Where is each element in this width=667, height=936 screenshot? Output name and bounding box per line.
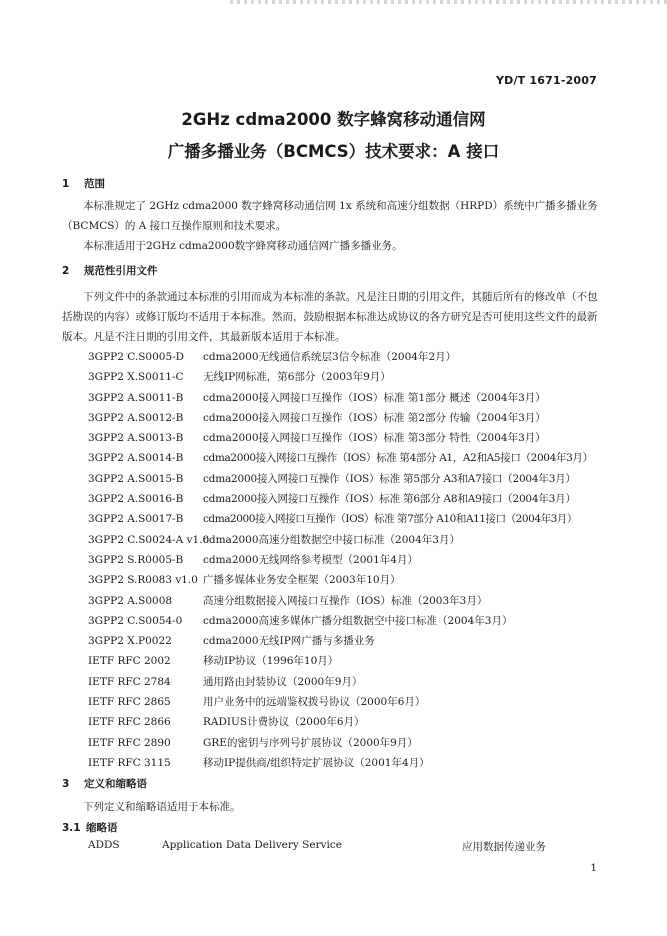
- reference-id: 3GPP2 X.P0022: [88, 635, 172, 648]
- scan-edge-artifact: [230, 0, 667, 4]
- document-title-line2: 广播多播业务（BCMCS）技术要求：A 接口: [167, 142, 500, 161]
- reference-id: 3GPP2 A.S0013-B: [88, 432, 184, 445]
- reference-id: IETF RFC 2865: [88, 696, 171, 709]
- reference-id: 3GPP2 A.S0016-B: [88, 493, 184, 506]
- reference-item: [88, 733, 608, 753]
- reference-item: [88, 753, 608, 773]
- reference-item: [88, 692, 608, 712]
- document-title-line1: 2GHz cdma2000 数字蜂窝移动通信网: [181, 110, 486, 129]
- reference-item: [88, 712, 608, 732]
- section-title: 范围: [84, 178, 105, 190]
- reference-id: 3GPP2 C.S0024-A v1.0: [88, 533, 210, 546]
- reference-item: [88, 428, 608, 448]
- reference-title: cdma2000无线通信系统层3信令标准（2004年2月）: [203, 351, 457, 363]
- reference-title: GRE的密钥与序列号扩展协议（2000年9月）: [203, 736, 418, 749]
- reference-id: 3GPP2 S.R0005-B: [88, 553, 184, 566]
- section-3-intro: 下列定义和缩略语适用于本标准。: [83, 801, 241, 813]
- reference-id: 3GPP2 A.S0008: [88, 594, 173, 607]
- reference-item: [88, 347, 608, 367]
- reference-item: [88, 550, 608, 570]
- abbreviation-chinese: 应用数据传递业务: [462, 841, 546, 853]
- reference-id: IETF RFC 2866: [88, 716, 171, 729]
- reference-title: cdma2000接入网接口互操作（IOS）标准 第1部分 概述（2004年3月）: [203, 391, 546, 404]
- reference-title: 高速分组数据接入网接口互操作（IOS）标准（2003年3月）: [203, 594, 488, 607]
- reference-title: cdma2000接入网接口互操作（IOS）标准 第4部分 A1，A2和A5接口（2004年3月）: [203, 452, 593, 465]
- reference-title: 无线IP网标准，第6部分（2003年9月）: [203, 371, 391, 384]
- section-number: 1: [62, 178, 70, 190]
- section-number: 3: [62, 778, 70, 790]
- reference-title: cdma2000接入网接口互操作（IOS）标准 第2部分 传输（2004年3月）: [203, 411, 546, 424]
- section-1-paragraph-2: 本标准适用于2GHz cdma2000数字蜂窝移动通信网广播多播业务。: [83, 240, 403, 252]
- reference-id: 3GPP2 A.S0015-B: [88, 472, 184, 485]
- reference-item: [88, 388, 608, 408]
- section-1-paragraph-1: 本标准规定了 2GHz cdma2000 数字蜂窝移动通信网 1x 系统和高速分组数据（HRPD）系统中广播多播业务（BCMCS）的 A 接口互操作原则和技术要求。: [62, 200, 598, 232]
- reference-item: [88, 611, 608, 631]
- reference-item: [88, 651, 608, 671]
- section-number: 3.1: [62, 822, 81, 834]
- reference-id: 3GPP2 C.S0005-D: [88, 351, 185, 363]
- reference-title: 通用路由封装协议（2000年9月）: [203, 675, 363, 688]
- reference-title: cdma2000接入网接口互操作（IOS）标准 第5部分 A3和A7接口（2004年3月）: [203, 472, 576, 485]
- reference-id: 3GPP2 A.S0011-B: [88, 391, 184, 404]
- reference-item: [88, 448, 608, 468]
- reference-id: 3GPP2 A.S0017-B: [88, 513, 184, 526]
- reference-item: [88, 509, 608, 529]
- reference-id: IETF RFC 2890: [88, 736, 171, 749]
- reference-item: [88, 367, 608, 387]
- section-2-intro: 下列文件中的条款通过本标准的引用而成为本标准的条款。凡是注日期的引用文件，其随后所有的修改单（不包括勘误的内容）或修订版均不适用于本标准。然而，鼓励根据本标准达成协议的各方研究是否可使用这些文件的最新版本。凡是不注日期的引用文件，其最新版本适用于本标准。: [62, 291, 598, 343]
- reference-item: [88, 469, 608, 489]
- reference-title: cdma2000无线IP网广播与多播业务: [203, 635, 375, 648]
- reference-title: 广播多媒体业务安全框架（2003年10月）: [203, 574, 401, 587]
- section-title: 缩略语: [86, 822, 118, 834]
- reference-item: [88, 672, 608, 692]
- reference-item: [88, 631, 608, 651]
- reference-id: 3GPP2 S.R0083 v1.0: [88, 574, 198, 587]
- reference-item: [88, 408, 608, 428]
- reference-list: [88, 347, 608, 773]
- reference-id: IETF RFC 2784: [88, 675, 171, 688]
- section-title: 定义和缩略语: [84, 778, 147, 790]
- section-title: 规范性引用文件: [84, 265, 158, 277]
- reference-item: [88, 591, 608, 611]
- reference-title: cdma2000接入网接口互操作（IOS）标准 第3部分 特性（2004年3月）: [203, 432, 546, 445]
- reference-title: cdma2000高速分组数据空中接口标准（2004年3月）: [203, 533, 460, 546]
- section-number: 2: [62, 265, 70, 277]
- reference-id: IETF RFC 3115: [88, 756, 171, 769]
- reference-id: 3GPP2 A.S0014-B: [88, 452, 184, 465]
- reference-id: 3GPP2 A.S0012-B: [88, 411, 184, 424]
- reference-item: [88, 530, 608, 550]
- reference-id: 3GPP2 C.S0054-0: [88, 614, 183, 627]
- reference-title: cdma2000无线网络参考模型（2001年4月）: [203, 553, 418, 566]
- reference-title: RADIUS计费协议（2000年6月）: [203, 716, 365, 729]
- section-3-1-heading: [62, 820, 118, 835]
- abbreviation: ADDS: [88, 839, 120, 851]
- standard-number: YD/T 1671-2007: [495, 74, 597, 87]
- reference-item: [88, 570, 608, 590]
- section-2-heading: [62, 263, 158, 278]
- section-1-heading: [62, 176, 105, 191]
- reference-id: IETF RFC 2002: [88, 655, 171, 668]
- reference-title: 移动IP协议（1996年10月）: [203, 655, 339, 668]
- abbreviation-english: Application Data Delivery Service: [162, 839, 342, 851]
- reference-id: 3GPP2 X.S0011-C: [88, 371, 184, 384]
- section-3-heading: [62, 776, 147, 791]
- reference-title: cdma2000高速多媒体广播分组数据空中接口标准（2004年3月）: [203, 614, 513, 627]
- reference-item: [88, 489, 608, 509]
- reference-title: cdma2000接入网接口互操作（IOS）标准 第6部分 A8和A9接口（2004年3月）: [203, 493, 576, 506]
- reference-title: 用户业务中的远端鉴权拨号协议（2000年6月）: [203, 696, 426, 709]
- reference-title: cdma2000接入网接口互操作（IOS）标准 第7部分 A10和A11接口（2004年3月）: [203, 513, 577, 526]
- page-number: 1: [590, 862, 597, 874]
- reference-title: 移动IP提供商/组织特定扩展协议（2001年4月）: [203, 756, 430, 769]
